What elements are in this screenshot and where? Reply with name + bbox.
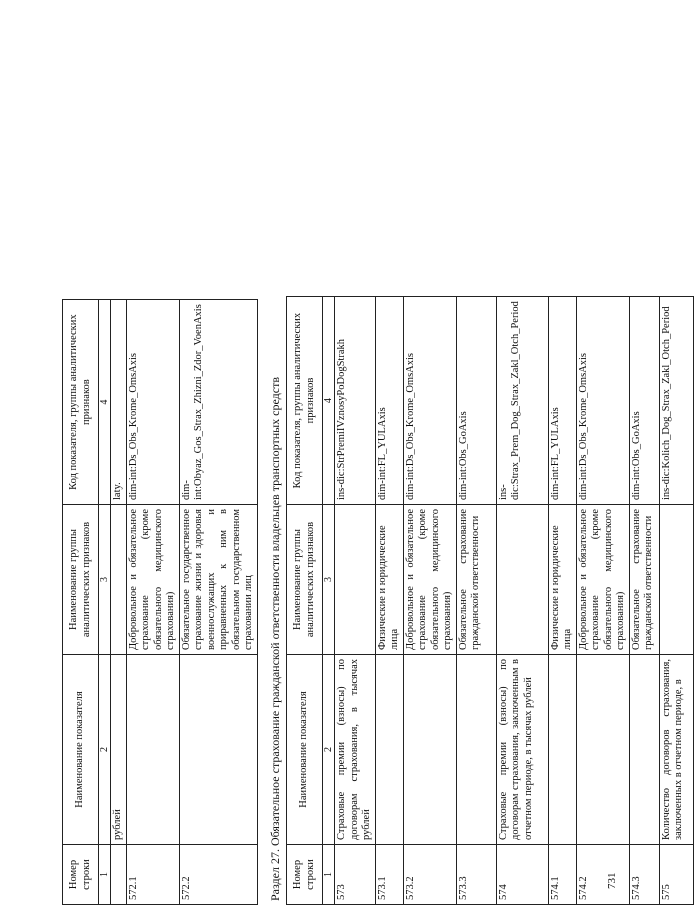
table-row [659, 297, 693, 905]
table-section-27 [286, 296, 694, 905]
table-row [548, 297, 576, 905]
col-header-code: Код показателя, группы аналитических признаков [63, 300, 99, 505]
row-number: 574 [496, 845, 548, 905]
indicator-name [375, 655, 403, 845]
row-number: 574.1 [548, 845, 576, 905]
indicator-code: ins-dic:StrPremiIVznosyPoDogStrakh [335, 297, 376, 505]
column-number: 4 [99, 300, 111, 505]
row-number: 573.2 [403, 845, 456, 905]
indicator-code: dim-int:Obs_GoAxis [456, 297, 496, 505]
row-number [111, 845, 127, 905]
indicator-name [403, 655, 456, 845]
indicator-code: dim-int:FL_YULAxis [375, 297, 403, 505]
group-name: Обязательное страхование гражданской ответственности [456, 505, 496, 655]
indicator-code: ins-dic:Strax_Prem_Dog_Strax_Zakl_Otch_Period [496, 297, 548, 505]
column-number: 3 [99, 505, 111, 655]
col-header-code: Код показателя, группы аналитических признаков [287, 297, 323, 505]
column-number: 3 [323, 505, 335, 655]
group-name: Добровольное и обязательное страхование (кроме обязательного медицинского страхования) [126, 505, 179, 655]
indicator-name [548, 655, 576, 845]
row-number: 573 [335, 845, 376, 905]
group-name [659, 505, 693, 655]
col-header-row-number: Номер строки [287, 845, 323, 905]
column-number-row [99, 300, 111, 905]
indicator-code: dim-int:Ds_Obs_Krome_OmsAxis [403, 297, 456, 505]
row-number: 575 [659, 845, 693, 905]
indicator-name [126, 655, 179, 845]
column-number: 2 [99, 655, 111, 845]
table-row [629, 297, 659, 905]
group-name: Физические и юридические лица [375, 505, 403, 655]
indicator-code: laty. [111, 300, 127, 505]
table-row [335, 297, 376, 905]
table-row [496, 297, 548, 905]
indicator-name [576, 655, 629, 845]
indicator-name [629, 655, 659, 845]
table-row [179, 300, 257, 905]
group-name [496, 505, 548, 655]
table-row [111, 300, 127, 905]
page-number: 731 [606, 872, 618, 889]
indicator-name: Количество договоров страхования, заключенных в отчетном периоде, в [659, 655, 693, 845]
table-row [126, 300, 179, 905]
col-header-group-name: Наименование группы аналитических признаков [63, 505, 99, 655]
table-row [456, 297, 496, 905]
group-name: Добровольное и обязательное страхование (кроме обязательного медицинского страхования) [403, 505, 456, 655]
indicator-name: Страховые премии (взносы) по договорам страхования, заключенным в отчетном периоде, в тысячах рублей [496, 655, 548, 845]
indicator-code: dim-int:FL_YULAxis [548, 297, 576, 505]
column-number: 1 [323, 845, 335, 905]
row-number: 573.3 [456, 845, 496, 905]
indicator-name: рублей [111, 655, 127, 845]
table-row [576, 297, 629, 905]
row-number: 572.2 [179, 845, 257, 905]
section-title: Раздел 27. Обязательное страхование гражданской ответственности владельцев транспортных средств [268, 376, 282, 901]
indicator-code: ins-dic:Kolich_Dog_Strax_Zakl_Otch_Period [659, 297, 693, 505]
row-number: 572.1 [126, 845, 179, 905]
col-header-indicator-name: Наименование показателя [63, 655, 99, 845]
group-name: Обязательное страхование гражданской ответственности [629, 505, 659, 655]
indicator-code: dim-int:Obs_GoAxis [629, 297, 659, 505]
group-name: Физические и юридические лица [548, 505, 576, 655]
indicator-name [179, 655, 257, 845]
group-name: Обязательное государственное страхование жизни и здоровья военнослужащих и приравненных к ним в обязательном государственном страховании лиц [179, 505, 257, 655]
column-number-row [323, 297, 335, 905]
group-name: Добровольное и обязательное страхование (кроме обязательного медицинского страхования) [576, 505, 629, 655]
column-number: 4 [323, 297, 335, 505]
indicator-name [456, 655, 496, 845]
indicator-code: dim-int:Ds_Obs_Krome_OmsAxis [576, 297, 629, 505]
group-name [111, 505, 127, 655]
col-header-indicator-name: Наименование показателя [287, 655, 323, 845]
indicator-name: Страховые премии (взносы) по договорам страхования, в тысячах рублей [335, 655, 376, 845]
col-header-group-name: Наименование группы аналитических признаков [287, 505, 323, 655]
group-name [335, 505, 376, 655]
col-header-row-number: Номер строки [63, 845, 99, 905]
row-number: 574.2 [576, 845, 629, 905]
table-continuation [62, 299, 258, 905]
indicator-code: dim-int:Obyaz_Gos_Strax_Zhizni_Zdor_VoenAxis [179, 300, 257, 505]
row-number: 573.1 [375, 845, 403, 905]
column-number: 2 [323, 655, 335, 845]
table-row [403, 297, 456, 905]
column-number: 1 [99, 845, 111, 905]
row-number: 574.3 [629, 845, 659, 905]
table-row [375, 297, 403, 905]
indicator-code: dim-int:Ds_Obs_Krome_OmsAxis [126, 300, 179, 505]
